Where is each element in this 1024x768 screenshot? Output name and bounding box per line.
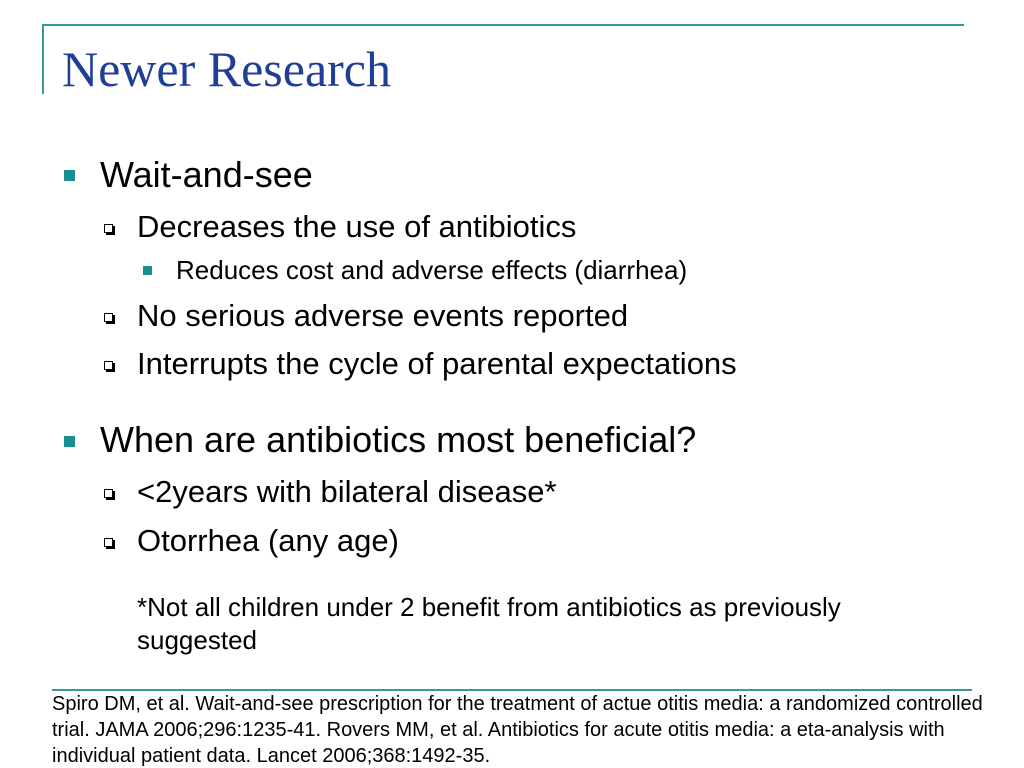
sub-bullet-no-adverse-events: No serious adverse events reported	[137, 298, 629, 333]
square-bullet-icon	[143, 266, 152, 275]
bullet-wait-and-see: Wait-and-see	[100, 154, 313, 195]
hollow-square-bullet-icon	[104, 489, 113, 498]
sub-bullet-otorrhea: Otorrhea (any age)	[137, 523, 399, 558]
hollow-square-bullet-icon	[104, 313, 113, 322]
footnote: *Not all children under 2 benefit from antibiotics as previously suggested	[137, 592, 841, 655]
hollow-square-bullet-icon	[104, 538, 113, 547]
bullet-when-most-beneficial: When are antibiotics most beneficial?	[100, 419, 697, 460]
square-bullet-icon	[64, 170, 75, 181]
title-frame-top-rule	[42, 24, 964, 26]
hollow-square-bullet-icon	[104, 224, 113, 233]
sub-bullet-under-2-years: <2years with bilateral disease*	[137, 474, 557, 509]
sub-bullet-decreases-antibiotics: Decreases the use of antibiotics	[137, 209, 577, 244]
title-frame-left-rule	[42, 24, 44, 94]
sub-bullet-interrupts-cycle: Interrupts the cycle of parental expectations	[137, 346, 737, 381]
square-bullet-icon	[64, 436, 75, 447]
reference-citation: Spiro DM, et al. Wait-and-see prescription for the treatment of actue otitis media: a randomized controlled trial. JAMA 2006;296:1235-41. Rovers MM, et al. Antibiotics for acute otitis media: a eta-analysis with individual patient data. Lancet 2006;368:1492-35.	[52, 693, 983, 767]
hollow-square-bullet-icon	[104, 361, 113, 370]
slide-title: Newer Research	[62, 41, 391, 97]
sub-sub-bullet-reduces-cost: Reduces cost and adverse effects (diarrhea)	[176, 255, 688, 285]
